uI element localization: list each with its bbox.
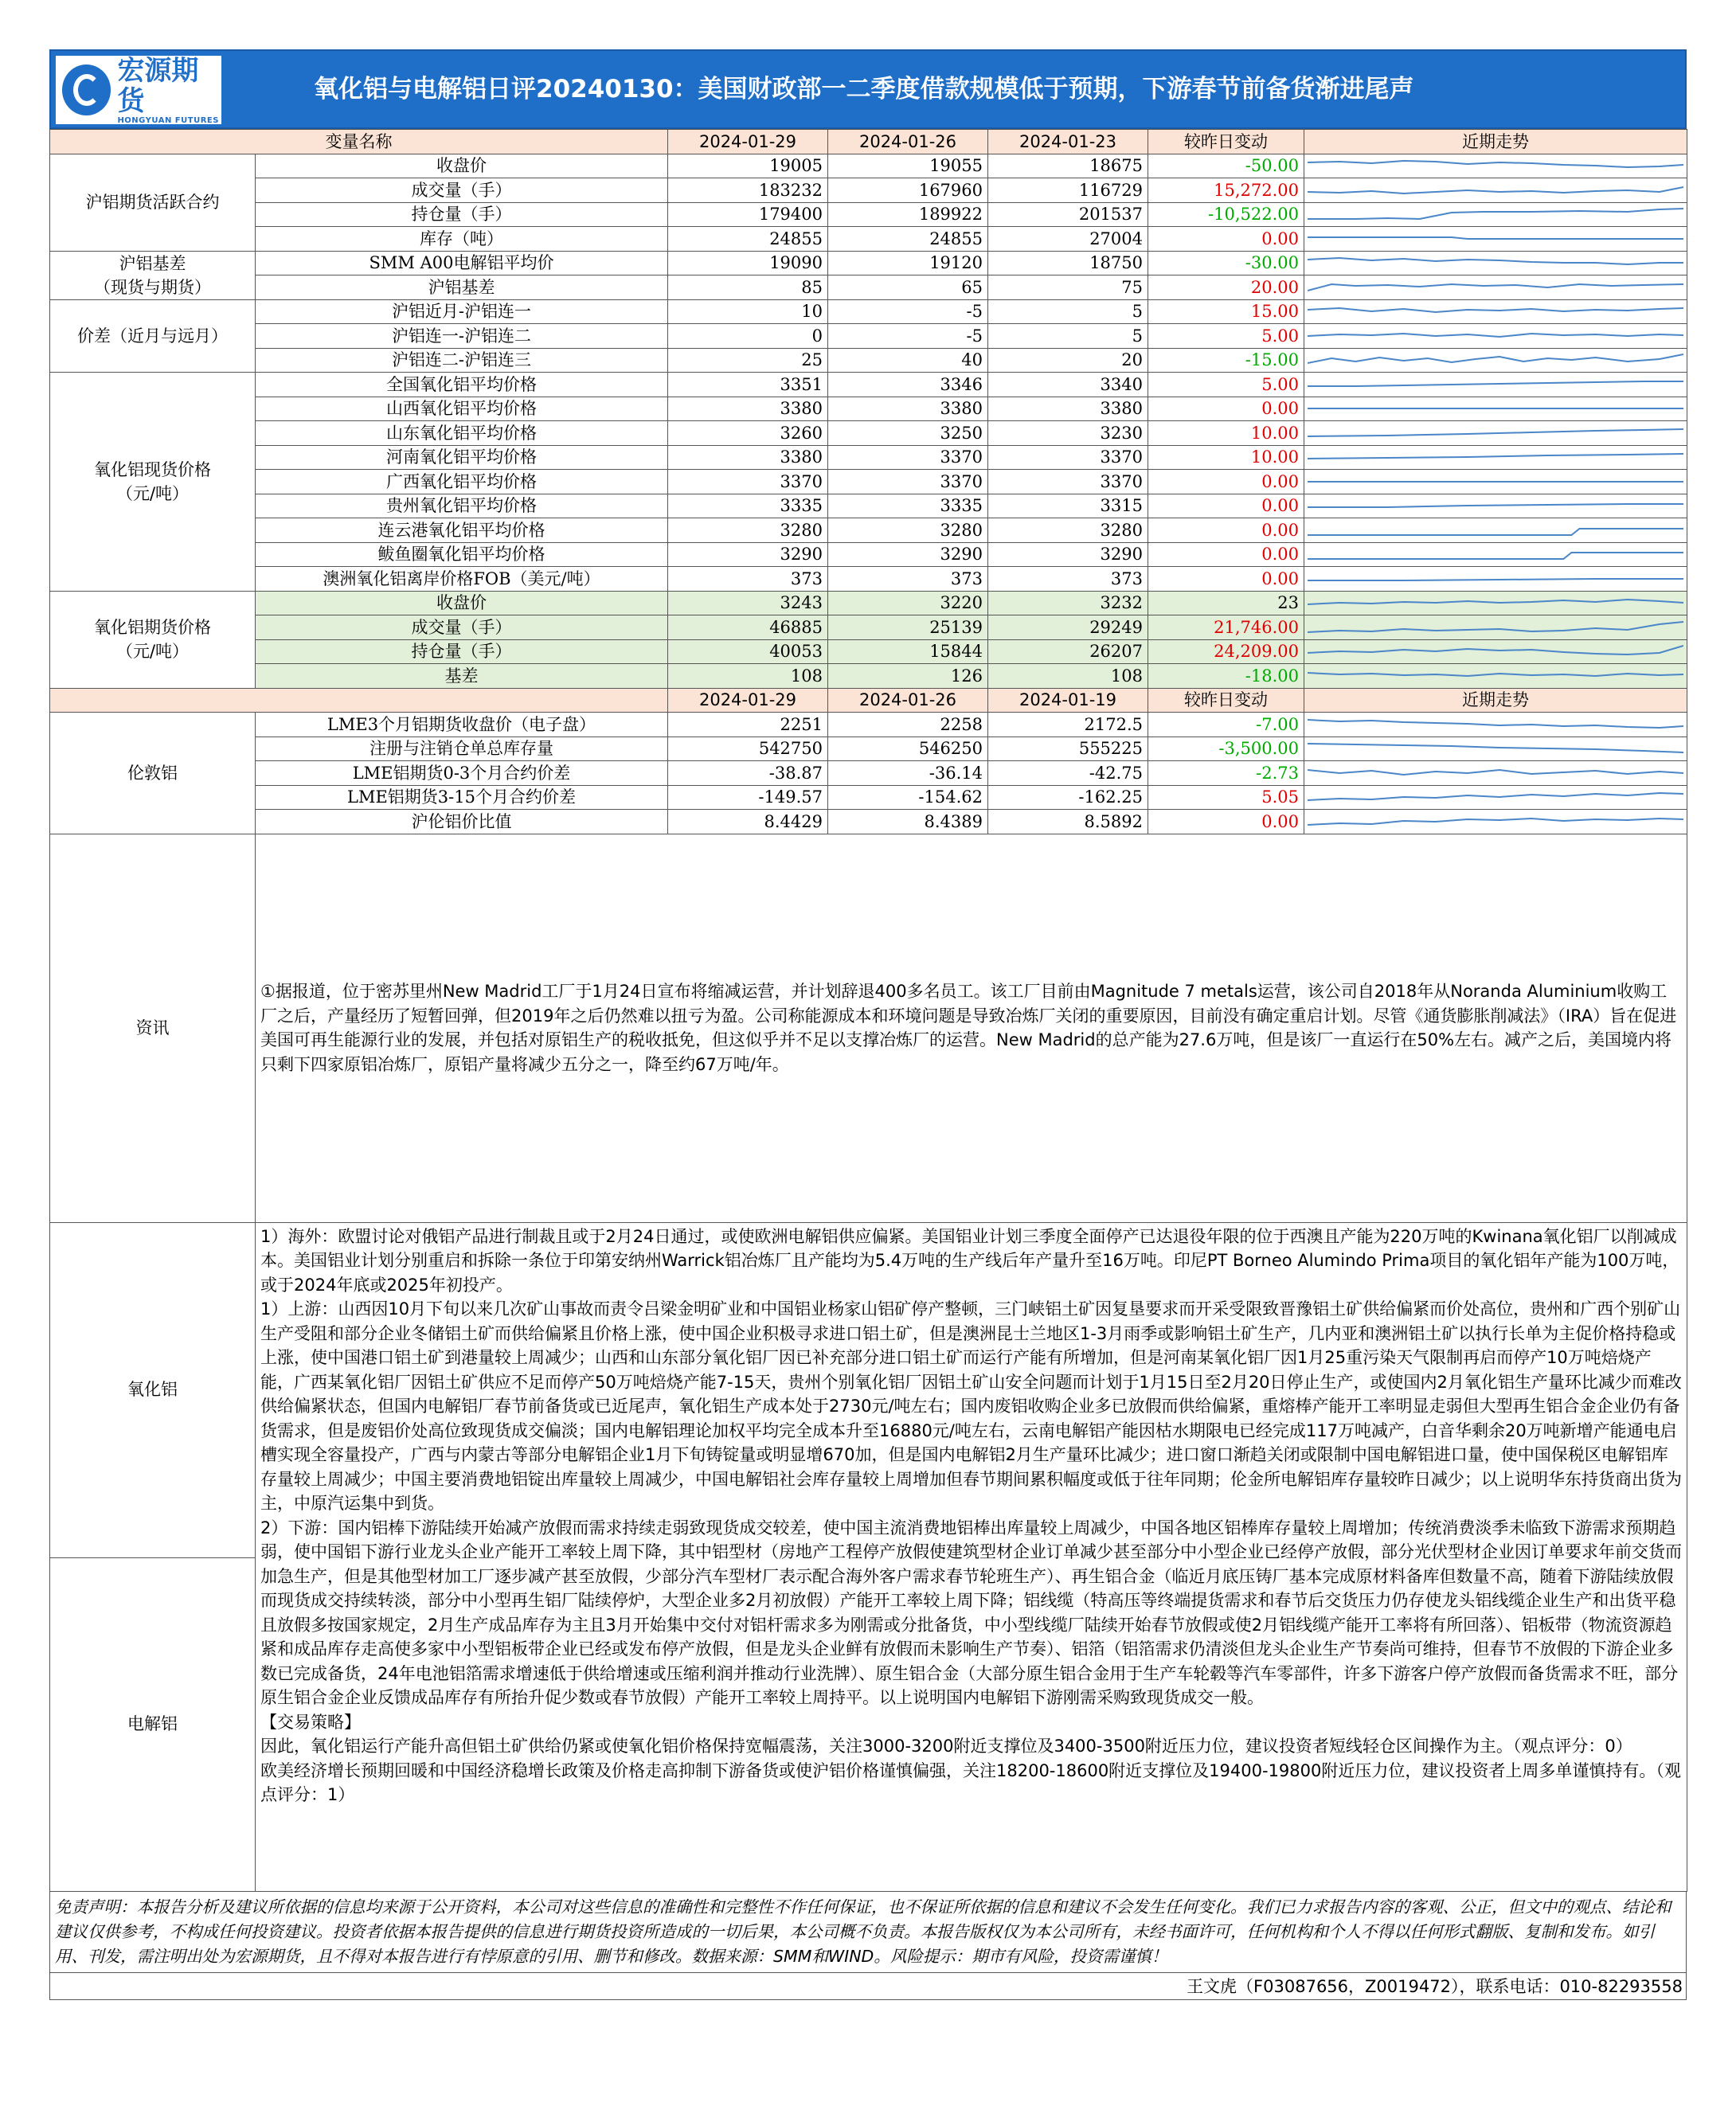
value-date1: 542750 — [668, 737, 828, 761]
row-label: 鲅鱼圈氧化铝平均价格 — [256, 542, 668, 567]
value-change: 20.00 — [1148, 275, 1304, 300]
sparkline-icon — [1308, 618, 1683, 637]
sparkline-icon — [1308, 447, 1683, 467]
table-row — [50, 202, 1687, 227]
value-change: 0.00 — [1148, 518, 1304, 543]
sparkline-icon — [1308, 181, 1683, 200]
t2-col-header-date2: 2024-01-26 — [828, 688, 988, 713]
report-title: 氧化铝与电解铝日评20240130：美国财政部一二季度借款规模低于预期，下游春节前备货渐进尾声 — [314, 75, 1414, 104]
sparkline-icon — [1308, 521, 1683, 540]
trend-sparkline — [1304, 615, 1687, 640]
logo-cn: 宏源期货 — [117, 54, 199, 117]
trend-sparkline — [1304, 810, 1687, 834]
value-date1: -38.87 — [668, 761, 828, 786]
table-row — [50, 591, 1687, 615]
col-header-date3: 2024-01-23 — [988, 130, 1148, 154]
alumina-label: 氧化铝 — [50, 1223, 255, 1558]
value-date1: 183232 — [668, 178, 828, 203]
value-date2: 3335 — [828, 494, 988, 518]
row-label: 贵州氧化铝平均价格 — [256, 494, 668, 518]
value-date2: -5 — [828, 299, 988, 324]
value-date3: 3280 — [988, 518, 1148, 543]
value-date2: 15844 — [828, 639, 988, 664]
value-change: 10.00 — [1148, 445, 1304, 470]
analysis-overseas: 1）海外：欧盟讨论对俄铝产品进行制裁且或于2月24日通过，或使欧洲电解铝供应偏紧。美国铝业计划三季度全面停产已达退役年限的位于西澳且产能为220万吨的Kwinana氧化铝厂以削减成本。美国铝业计划分别重启和拆除一条位于印第安纳州Warrick铝冶炼厂且产能均为5.4万吨的生产线后年产量升至16万吨。印尼PT Borneo Alumindo Prima项目的氧化铝年产能为100万吨，或于2024年底或2025年初投产。 — [260, 1226, 1679, 1295]
disclaimer: 免责声明：本报告分析及建议所依据的信息均来源于公开资料，本公司对这些信息的准确性和完整性不作任何保证，也不保证所依据的信息和建议不会发生任何变化。我们已力求报告内容的客观、公正，但文中的观点、结论和建议仅供参考，不构成任何投资建议。投资者依据本报告提供的信息进行期货投资所造成的一切后果，本公司概不负责。本报告版权仅为本公司所有，未经书面许可，任何机构和个人不得以任何形式翻版、复制和发布。如引用、刊发，需注明出处为宏源期货，且不得对本报告进行有悖原意的引用、删节和修改。数据来源：SMM和WIND。风险提示：期市有风险，投资需谨慎！ — [49, 1892, 1687, 1973]
trend-sparkline — [1304, 324, 1687, 349]
value-change: -10,522.00 — [1148, 202, 1304, 227]
value-date3: -42.75 — [988, 761, 1148, 786]
value-change: 10.00 — [1148, 421, 1304, 446]
trend-sparkline — [1304, 785, 1687, 810]
value-date2: 19055 — [828, 154, 988, 178]
table2-header-row — [50, 688, 1687, 713]
trend-sparkline — [1304, 421, 1687, 446]
value-date1: 19005 — [668, 154, 828, 178]
value-date1: 19090 — [668, 251, 828, 275]
trend-sparkline — [1304, 664, 1687, 689]
strategy-title: 【交易策略】 — [260, 1712, 361, 1732]
table-row — [50, 227, 1687, 252]
value-change: 0.00 — [1148, 810, 1304, 834]
sparkline-icon — [1308, 666, 1683, 686]
table-row — [50, 785, 1687, 810]
row-label: 沪铝连二-沪铝连三 — [256, 348, 668, 373]
sparkline-icon — [1308, 278, 1683, 297]
sparkline-icon — [1308, 569, 1683, 588]
sparkline-icon — [1308, 375, 1683, 394]
value-date1: 8.4429 — [668, 810, 828, 834]
trend-sparkline — [1304, 397, 1687, 421]
table-row — [50, 518, 1687, 543]
value-date1: 3243 — [668, 591, 828, 615]
value-date3: 8.5892 — [988, 810, 1148, 834]
trend-sparkline — [1304, 202, 1687, 227]
value-date1: 3380 — [668, 445, 828, 470]
sparkline-icon — [1308, 350, 1683, 369]
trend-sparkline — [1304, 227, 1687, 252]
row-label: 澳洲氧化铝离岸价格FOB（美元/吨） — [256, 567, 668, 592]
value-date2: 3290 — [828, 542, 988, 567]
value-date2: 24855 — [828, 227, 988, 252]
row-label: 持仓量（手） — [256, 202, 668, 227]
value-date3: 3230 — [988, 421, 1148, 446]
value-date2: 3220 — [828, 591, 988, 615]
value-date2: 40 — [828, 348, 988, 373]
analysis-row — [50, 1222, 1687, 1891]
table-row — [50, 178, 1687, 203]
logo-mark-icon — [62, 64, 111, 115]
analysis-downstream: 2）下游：国内铝棒下游陆续开始减产放假而需求持续走弱致现货成交较差，使中国主流消费地铝棒出库量较上周减少，中国各地区铝棒库存量较上周增加；传统消费淡季未临致下游需求预期趋弱，使中国铝下游行业龙头企业产能开工率较上周下降，其中铝型材（房地产工程停产放假使建筑型材企业订单减少甚至部分中小型企业已经停产放假，部分光伏型材企业因订单要求年前交货而加急生产，但是其他型材加工厂逐步减产甚至放假，少部分汽车型材厂表示配合海外客户需求春节轮班生产）、再生铝合金（临近月底压铸厂基本完成原材料备库但数量不高，随着下游陆续放假而现货成交持续转淡，部分中小型再生铝厂陆续停炉，大型企业多2月初放假）产能开工率较上周下降；铝线缆（特高压等终端提货需求和春节后交货压力仍存使龙头铝线缆企业生产和出货平稳且放假多按国家规定，2月生产成品库存为主且3月开始集中交付对铝杆需求多为刚需或分批备货，中小型线缆厂陆续开始春节放假或使2月铝线缆产能开工率将有所回落）、铝板带（物流资源趋紧和成品库存走高使多家中小型铝板带企业已经或发布停产放假，但是龙头企业鲜有放假而未影响生产节奏）、铝箔（铝箔需求仍清淡但龙头企业生产节奏尚可维持，但春节不放假的下游企业多数已完成备货，24年电池铝箔需求增速低于供给增速或压缩利润并推动行业洗牌）、原生铝合金（大部分原生铝合金用于生产车轮毂等汽车零部件，许多下游客户停产放假而备货需求不旺，部分原生铝合金企业反馈成品库存有所抬升促少数或春节放假）产能开工率较上周持平。以上说明国内电解铝下游刚需采购致现货成交一般。 — [260, 1518, 1682, 1707]
analysis-text — [256, 1222, 1687, 1891]
value-date2: 19120 — [828, 251, 988, 275]
trend-sparkline — [1304, 470, 1687, 494]
row-group-label: 沪铝基差 （现货与期货） — [50, 251, 256, 299]
value-date1: 0 — [668, 324, 828, 349]
value-change: 0.00 — [1148, 227, 1304, 252]
value-change: 0.00 — [1148, 542, 1304, 567]
trend-sparkline — [1304, 154, 1687, 178]
value-date3: 18750 — [988, 251, 1148, 275]
table-row — [50, 639, 1687, 664]
row-label: 收盘价 — [256, 154, 668, 178]
sparkline-icon — [1308, 739, 1683, 758]
table-row — [50, 373, 1687, 397]
value-change: 0.00 — [1148, 470, 1304, 494]
value-date3: 2172.5 — [988, 713, 1148, 737]
value-date3: 3290 — [988, 542, 1148, 567]
value-change: -30.00 — [1148, 251, 1304, 275]
value-change: 0.00 — [1148, 494, 1304, 518]
table-row — [50, 154, 1687, 178]
row-label: 注册与注销仓单总库存量 — [256, 737, 668, 761]
table-row — [50, 445, 1687, 470]
row-label: LME3个月铝期货收盘价（电子盘） — [256, 713, 668, 737]
value-date2: 3380 — [828, 397, 988, 421]
value-date2: 65 — [828, 275, 988, 300]
row-label: 库存（吨） — [256, 227, 668, 252]
strategy-alumina: 因此，氧化铝运行产能升高但铝土矿供给仍紧或使氧化铝价格保持宽幅震荡，关注3000-3200附近支撑位及3400-3500附近压力位，建议投资者短线轻仓区间操作为主。（观点评分：0） — [260, 1737, 1632, 1756]
trend-sparkline — [1304, 494, 1687, 518]
trend-sparkline — [1304, 518, 1687, 543]
logo-en: HONGYUAN FUTURES — [117, 115, 219, 125]
row-label: SMM A00电解铝平均价 — [256, 251, 668, 275]
trend-sparkline — [1304, 713, 1687, 737]
value-date1: 3380 — [668, 397, 828, 421]
sparkline-icon — [1308, 496, 1683, 515]
value-date3: 27004 — [988, 227, 1148, 252]
value-change: -18.00 — [1148, 664, 1304, 689]
col-header-variable: 变量名称 — [50, 130, 668, 154]
value-date1: 3280 — [668, 518, 828, 543]
table-row — [50, 275, 1687, 300]
sparkline-icon — [1308, 764, 1683, 783]
data-table — [49, 129, 1687, 1892]
report-header — [49, 49, 1687, 129]
value-date2: 3370 — [828, 445, 988, 470]
value-date3: 201537 — [988, 202, 1148, 227]
value-date1: 108 — [668, 664, 828, 689]
value-date3: 116729 — [988, 178, 1148, 203]
row-label: 山西氧化铝平均价格 — [256, 397, 668, 421]
row-label: 沪铝基差 — [256, 275, 668, 300]
col-header-trend: 近期走势 — [1304, 130, 1687, 154]
value-date3: 108 — [988, 664, 1148, 689]
sparkline-icon — [1308, 156, 1683, 175]
row-label: 收盘价 — [256, 591, 668, 615]
value-date1: 10 — [668, 299, 828, 324]
value-change: 21,746.00 — [1148, 615, 1304, 640]
trend-sparkline — [1304, 639, 1687, 664]
t2-col-header-date1: 2024-01-29 — [668, 688, 828, 713]
value-date2: -154.62 — [828, 785, 988, 810]
value-date2: 3346 — [828, 373, 988, 397]
trend-sparkline — [1304, 737, 1687, 761]
row-label: 沪铝近月-沪铝连一 — [256, 299, 668, 324]
t2-col-header-trend: 近期走势 — [1304, 688, 1687, 713]
trend-sparkline — [1304, 251, 1687, 275]
value-date2: 3250 — [828, 421, 988, 446]
value-date1: 179400 — [668, 202, 828, 227]
analysis-upstream: 1）上游：山西因10月下旬以来几次矿山事故而责令吕梁金明矿业和中国铝业杨家山铝矿停产整顿，三门峡铝土矿因复垦要求而开采受限致晋豫铝土矿供给偏紧而价处高位，贵州和广西个别矿山生产受阻和部分企业冬储铝土矿而供给偏紧且价格上涨，使中国企业积极寻求进口铝土矿，但是澳洲昆士兰地区1-3月雨季或影响铝土矿生产，几内亚和澳洲铝土矿以执行长单为主促价格持稳或上涨，使中国港口铝土矿到港量较上周减少；山西和山东部分氧化铝厂因已补充部分进口铝土矿而运行产能有所增加，但是河南某氧化铝厂因1月25重污染天气限制再启而停产10万吨焙烧产能，广西某氧化铝厂因铝土矿供应不足而停产50万吨焙烧产能7-15天，贵州个别氧化铝厂因铝土矿山安全问题而计划于1月15日至2月20日停止生产，或使国内2月氧化铝生产量环比减少而难改供给偏紧状态，但国内电解铝厂春节前备货或已近尾声，氧化铝生产成本处于2730元/吨左右；国内废铝收购企业多已放假而供给偏紧，重熔棒产能开工率明显走弱但大型再生铝合金企业仍有备货需求，但是废铝价处高位致现货成交偏淡；国内电解铝理论加权平均完全成本升至16880元/吨左右，云南电解铝产能因枯水期限电已经完成117万吨减产，白音华剩余20万吨新增产能通电启槽实现全容量投产，广西与内蒙古等部分电解铝企业1月下旬铸锭量或明显增670加，但是国内电解铝2月生产量环比减少；进口窗口渐趋关闭或限制中国电解铝进口量，使中国保税区电解铝库存量较上周减少；中国主要消费地铝锭出库量较上周减少，中国电解铝社会库存量较上周增加但春节期间累积幅度或低于往年同期；伦金所电解铝库存量较昨日减少；以上说明华东持货商出货为主，中原汽运集中到货。 — [260, 1299, 1682, 1513]
value-change: 15.00 — [1148, 299, 1304, 324]
value-date3: 20 — [988, 348, 1148, 373]
sparkline-icon — [1308, 326, 1683, 346]
table-row — [50, 251, 1687, 275]
table-row — [50, 542, 1687, 567]
sparkline-icon — [1308, 424, 1683, 443]
sparkline-icon — [1308, 205, 1683, 224]
sparkline-icon — [1308, 642, 1683, 661]
value-date1: 3335 — [668, 494, 828, 518]
sparkline-icon — [1308, 472, 1683, 491]
sparkline-icon — [1308, 812, 1683, 831]
footer-contact: 王文虎（F03087656，Z0019472），联系电话：010-82293558 — [49, 1973, 1687, 2000]
value-date1: 24855 — [668, 227, 828, 252]
value-date2: 126 — [828, 664, 988, 689]
sparkline-icon — [1308, 302, 1683, 321]
value-date1: 3260 — [668, 421, 828, 446]
table-row — [50, 810, 1687, 834]
strategy-aluminium: 欧美经济增长预期回暖和中国经济稳增长政策及价格走高抑制下游备货或使沪铝价格谨慎偏强，关注18200-18600附近支撑位及19400-19800附近压力位，建议投资者上周多单谨慎持有。（观点评分：1） — [260, 1760, 1681, 1804]
news-row — [50, 834, 1687, 1222]
row-label: 河南氧化铝平均价格 — [256, 445, 668, 470]
value-change: 5.05 — [1148, 785, 1304, 810]
value-change: -7.00 — [1148, 713, 1304, 737]
company-logo — [56, 56, 221, 124]
table-row — [50, 664, 1687, 689]
value-change: 23 — [1148, 591, 1304, 615]
value-date2: 3280 — [828, 518, 988, 543]
table-row — [50, 348, 1687, 373]
row-label: 沪铝连一-沪铝连二 — [256, 324, 668, 349]
value-date3: 3232 — [988, 591, 1148, 615]
value-date3: 555225 — [988, 737, 1148, 761]
trend-sparkline — [1304, 275, 1687, 300]
trend-sparkline — [1304, 567, 1687, 592]
value-date1: 85 — [668, 275, 828, 300]
table-row — [50, 324, 1687, 349]
news-label: 资讯 — [50, 834, 256, 1222]
value-date3: 3380 — [988, 397, 1148, 421]
trend-sparkline — [1304, 591, 1687, 615]
value-date1: 3351 — [668, 373, 828, 397]
value-change: 5.00 — [1148, 324, 1304, 349]
sparkline-icon — [1308, 787, 1683, 807]
t2-col-header-date3: 2024-01-19 — [988, 688, 1148, 713]
value-change: 24,209.00 — [1148, 639, 1304, 664]
sparkline-icon — [1308, 253, 1683, 272]
row-group-label: 氧化铝现货价格 （元/吨） — [50, 373, 256, 592]
row-label: 成交量（手） — [256, 178, 668, 203]
value-date1: 3290 — [668, 542, 828, 567]
trend-sparkline — [1304, 178, 1687, 203]
col-header-date2: 2024-01-26 — [828, 130, 988, 154]
row-group-label: 沪铝期货活跃合约 — [50, 154, 256, 251]
trend-sparkline — [1304, 299, 1687, 324]
table-row — [50, 470, 1687, 494]
value-date2: 2258 — [828, 713, 988, 737]
value-date3: 3340 — [988, 373, 1148, 397]
t2-col-header-change: 较昨日变动 — [1148, 688, 1304, 713]
table-row — [50, 494, 1687, 518]
value-date3: 373 — [988, 567, 1148, 592]
table-row — [50, 421, 1687, 446]
value-change: 0.00 — [1148, 397, 1304, 421]
value-date3: -162.25 — [988, 785, 1148, 810]
table-row — [50, 737, 1687, 761]
value-change: 15,272.00 — [1148, 178, 1304, 203]
value-change: -15.00 — [1148, 348, 1304, 373]
trend-sparkline — [1304, 445, 1687, 470]
row-label: LME铝期货0-3个月合约价差 — [256, 761, 668, 786]
value-date1: 40053 — [668, 639, 828, 664]
value-date2: 373 — [828, 567, 988, 592]
value-change: 5.00 — [1148, 373, 1304, 397]
sparkline-icon — [1308, 545, 1683, 564]
trend-sparkline — [1304, 373, 1687, 397]
value-date2: 167960 — [828, 178, 988, 203]
value-date3: 29249 — [988, 615, 1148, 640]
table-row — [50, 761, 1687, 786]
table-row — [50, 615, 1687, 640]
table-row — [50, 299, 1687, 324]
sparkline-icon — [1308, 229, 1683, 248]
value-date1: 25 — [668, 348, 828, 373]
row-group-label: 氧化铝期货价格 （元/吨） — [50, 591, 256, 688]
row-label: 基差 — [256, 664, 668, 689]
value-date3: 5 — [988, 299, 1148, 324]
value-date1: 3370 — [668, 470, 828, 494]
sparkline-icon — [1308, 715, 1683, 734]
value-date2: 189922 — [828, 202, 988, 227]
row-label: 连云港氧化铝平均价格 — [256, 518, 668, 543]
row-label: 全国氧化铝平均价格 — [256, 373, 668, 397]
value-date3: 18675 — [988, 154, 1148, 178]
col-header-date1: 2024-01-29 — [668, 130, 828, 154]
col-header-change: 较昨日变动 — [1148, 130, 1304, 154]
row-label: 沪伦铝价比值 — [256, 810, 668, 834]
trend-sparkline — [1304, 542, 1687, 567]
value-date1: 373 — [668, 567, 828, 592]
value-date2: -5 — [828, 324, 988, 349]
value-date2: 8.4389 — [828, 810, 988, 834]
value-date3: 3370 — [988, 470, 1148, 494]
value-date3: 75 — [988, 275, 1148, 300]
table-row — [50, 567, 1687, 592]
row-label: 持仓量（手） — [256, 639, 668, 664]
value-date1: 2251 — [668, 713, 828, 737]
report-page — [49, 49, 1687, 2000]
table-row — [50, 713, 1687, 737]
table-row — [50, 397, 1687, 421]
aluminium-label: 电解铝 — [127, 1714, 178, 1734]
value-date1: -149.57 — [668, 785, 828, 810]
value-change: -3,500.00 — [1148, 737, 1304, 761]
value-date1: 46885 — [668, 615, 828, 640]
value-change: -2.73 — [1148, 761, 1304, 786]
value-date2: 3370 — [828, 470, 988, 494]
value-date3: 3315 — [988, 494, 1148, 518]
value-date2: 25139 — [828, 615, 988, 640]
value-date2: 546250 — [828, 737, 988, 761]
value-date3: 3370 — [988, 445, 1148, 470]
table-header-row — [50, 130, 1687, 154]
news-text: ①据报道，位于密苏里州New Madrid工厂于1月24日宣布将缩减运营，并计划辞退400多名员工。该工厂目前由Magnitude 7 metals运营，该公司自2018年从Noranda Aluminium收购工厂之后，产量经历了短暂回弹，但2019年之后仍然难以扭亏为盈。公司称能源成本和环境问题是导致冶炼厂关闭的重要原因，目前没有确定重启计划。尽管《通货膨胀削减法》（IRA）旨在促进美国可再生能源行业的发展，并包括对原铝生产的税收抵免，但这似乎并不足以支撑冶炼厂的运营。New Madrid的总产能为27.6万吨，但是该厂一直运行在50%左右。减产之后，美国境内将只剩下四家原铝冶炼厂，原铝产量将减少五分之一，降至约67万吨/年。 — [256, 834, 1687, 1222]
row-group-label: 伦敦铝 — [50, 713, 256, 834]
row-label: 广西氧化铝平均价格 — [256, 470, 668, 494]
value-change: -50.00 — [1148, 154, 1304, 178]
row-label: 成交量（手） — [256, 615, 668, 640]
row-label: LME铝期货3-15个月合约价差 — [256, 785, 668, 810]
value-date3: 5 — [988, 324, 1148, 349]
value-change: 0.00 — [1148, 567, 1304, 592]
row-group-label: 价差（近月与远月） — [50, 299, 256, 373]
value-date2: -36.14 — [828, 761, 988, 786]
sparkline-icon — [1308, 593, 1683, 612]
value-date3: 26207 — [988, 639, 1148, 664]
sparkline-icon — [1308, 399, 1683, 418]
trend-sparkline — [1304, 761, 1687, 786]
row-label: 山东氧化铝平均价格 — [256, 421, 668, 446]
trend-sparkline — [1304, 348, 1687, 373]
